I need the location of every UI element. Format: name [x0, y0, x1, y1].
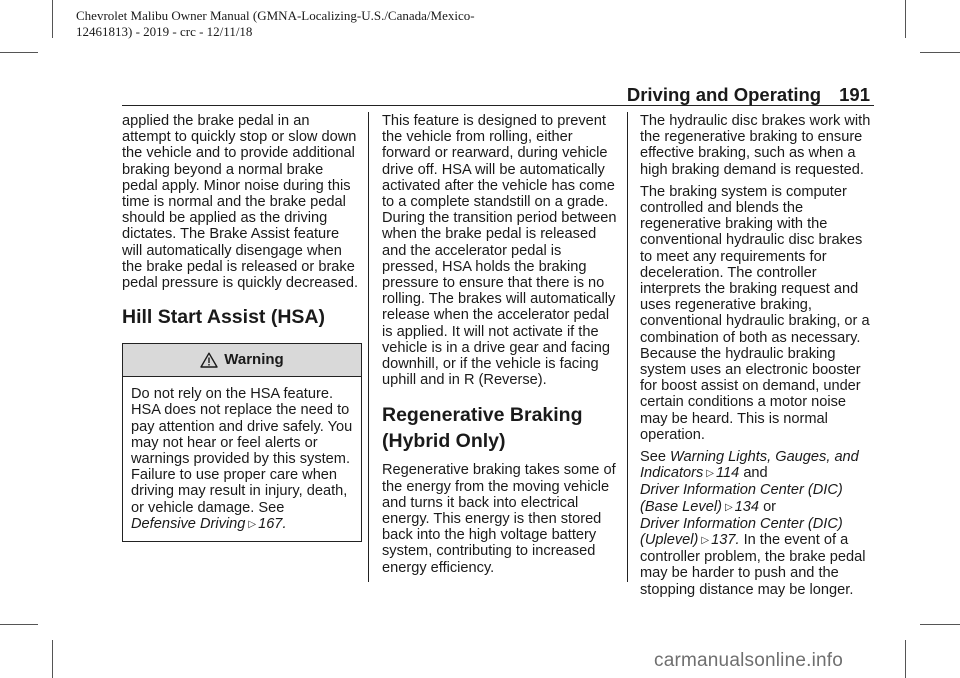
crop-mark — [52, 0, 53, 38]
crop-mark — [905, 0, 906, 38]
crop-mark — [905, 640, 906, 678]
page-ref-arrow-icon: ▷ — [248, 518, 257, 530]
watermark-logo: carmanualsonline.info — [654, 650, 844, 671]
regen-heading — [382, 402, 617, 454]
dic-base-link[interactable]: Driver Information Center (DIC) (Base Level) — [640, 482, 843, 515]
regen-heading-line-2: (Hybrid Only) — [382, 430, 506, 453]
and-word: and — [743, 465, 768, 482]
column-1 — [122, 113, 362, 542]
warning-triangle-icon — [200, 352, 218, 368]
crop-mark — [0, 624, 38, 625]
column-divider — [368, 112, 369, 582]
warning-lights-page[interactable]: 114 — [715, 465, 740, 482]
column-divider — [627, 112, 628, 582]
crop-mark — [920, 52, 960, 53]
crop-mark — [920, 624, 960, 625]
column-3 — [640, 113, 875, 604]
or-word: or — [763, 498, 777, 515]
document-meta — [76, 8, 475, 40]
warning-body — [123, 377, 361, 541]
column-2 — [382, 113, 617, 582]
dic-uplevel-link[interactable]: Driver Information Center (DIC) (Uplevel) — [640, 515, 843, 549]
see-word: See — [640, 449, 666, 466]
defensive-driving-page[interactable]: 167 — [258, 515, 283, 532]
page-ref-arrow-icon: ▷ — [724, 501, 733, 513]
page-number: 191 — [839, 84, 870, 105]
running-head — [627, 84, 870, 106]
page-ref-arrow-icon: ▷ — [701, 535, 710, 547]
warning-title: Warning — [224, 351, 284, 369]
closing-text: In the event of a controller problem, the brake pedal may be harder to push and the stopping distance may be longer. — [640, 532, 866, 598]
header-rule — [122, 105, 874, 106]
page-ref-arrow-icon: ▷ — [706, 468, 714, 480]
hsa-text: This feature is designed to prevent the vehicle from rolling, either forward or rearward, during vehicle drive off. HSA will be automatically activated after the vehicle has come to a complete standstill on a grade. During the transition period between when the brake pedal is released and the accelerator pedal is pressed, HSA holds the braking pressure to ensure that there is no rolling. The brakes will automatically release when the accelerator pedal is applied. It will not activate if the vehicle is in a drive gear and facing downhill, or if the vehicle is facing uphill and in R (Reverse). — [382, 113, 617, 389]
see-references — [640, 449, 875, 598]
warning-box — [122, 343, 362, 542]
ref-end: . — [282, 515, 287, 532]
regen-heading-line-1: Regenerative Braking — [382, 404, 583, 427]
meta-line-2: 12461813) - 2019 - crc - 12/11/18 — [76, 24, 253, 39]
braking-system-text: The braking system is computer controlled and blends the regenerative braking with the conventional hydraulic disc brakes to meet any requirements for deceleration. The controller interprets the braking request and uses regenerative braking, conventional hydraulic braking, or a combination of both as necessary. Because the hydraulic braking system uses an electronic booster for boost assist on demand, under certain conditions a motor noise may be heard. This is normal operation. — [640, 183, 870, 443]
regen-text: Regenerative braking takes some of the energy from the moving vehicle and turns it back into electrical energy. This energy is then stored back into the high voltage battery system, contributing to increased energy efficiency. — [382, 462, 616, 576]
warning-header — [123, 344, 361, 377]
hydraulic-text: The hydraulic disc brakes work with the regenerative braking to ensure effective braking, such as when a high braking demand is requested. — [640, 113, 871, 178]
crop-mark — [52, 640, 53, 678]
brake-assist-text: applied the brake pedal in an attempt to quickly stop or slow down the vehicle and to provide additional braking beyond a normal brake pedal apply. Minor noise during this time is normal and the brake pedal should be applied as the driving dictates. The Brake Assist feature will automatically disengage when the brake pedal is released or brake pedal pressure is quickly decreased. — [122, 113, 359, 292]
hsa-heading: Hill Start Assist (HSA) — [122, 306, 325, 329]
defensive-driving-link[interactable]: Defensive Driving — [131, 515, 246, 532]
section-title: Driving and Operating — [626, 84, 822, 105]
dic-base-page[interactable]: 134 — [734, 498, 759, 515]
crop-mark — [0, 52, 38, 53]
meta-line-1: Chevrolet Malibu Owner Manual (GMNA-Localizing-U.S./Canada/Mexico- — [76, 8, 475, 23]
warning-text: Do not rely on the HSA feature. HSA does not replace the need to pay attention and drive safely. You may not hear or feel alerts or warnings provided by this system. Failure to use proper care when driving may result in injury, death, or vehicle damage. See — [131, 386, 353, 516]
warning-lights-link[interactable]: Warning Lights, Gauges, and Indicators — [640, 449, 859, 482]
dic-uplevel-page[interactable]: 137. — [711, 532, 740, 549]
